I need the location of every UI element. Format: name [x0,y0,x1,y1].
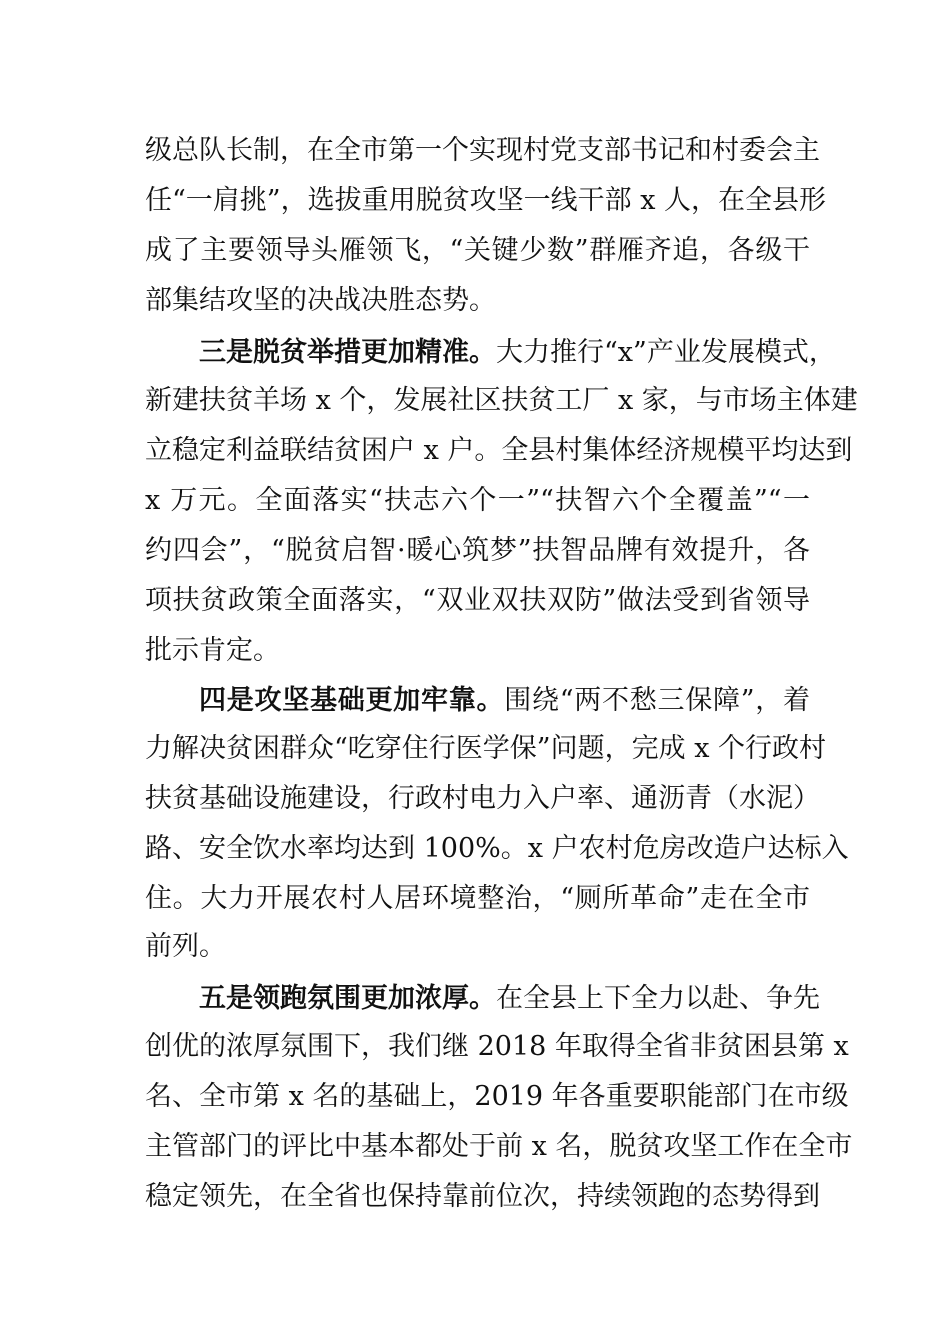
text-line [145,1220,810,1270]
text-line: 级总队长制，在全市第一个实现村党支部书记和村委会主 [145,135,820,166]
text-line: 约四会”，“脱贫启智·暖心筑梦”扶智品牌有效提升，各 [145,535,810,566]
paragraph-first-line [199,974,820,1024]
paragraph-lead: 三是脱贫举措更加精准。 [199,337,496,368]
text-span: 围绕“两不愁三保障”，着 [504,685,811,716]
text-line: 部集结攻坚的决战决胜态势。 [145,285,496,316]
text-line: 名、全市第 x 名的基础上，2019 年各重要职能部门在市级 [145,1081,849,1112]
text-line: 住。大力开展农村人居环境整治，“厕所革命”走在全市 [145,883,810,914]
text-line: 前列。 [145,931,226,962]
text-line: 立稳定利益联结贫困户 x 户。全县村集体经济规模平均达到 [145,435,853,466]
text-line: x 万元。全面落实“扶志六个一”“扶智六个全覆盖”“一 [145,485,810,516]
text-line: 力解决贫困群众“吃穿住行医学保”问题，完成 x 个行政村 [145,733,826,764]
text-line: 新建扶贫羊场 x 个，发展社区扶贫工厂 x 家，与市场主体建 [145,385,858,416]
text-span: 大力推行“x”产业发展模式， [496,337,836,368]
text-line: 稳定领先，在全省也保持靠前位次，持续领跑的态势得到 [145,1181,820,1212]
text-line: 扶贫基础设施建设，行政村电力入户率、通沥青（水泥） [145,783,820,814]
paragraph-first-line [199,328,836,378]
paragraph-lead: 五是领跑氛围更加浓厚。 [199,983,496,1014]
paragraph-first-line [199,676,810,726]
text-line: 项扶贫政策全面落实，“双业双扶双防”做法受到省领导 [145,585,810,616]
text-line: 创优的浓厚氛围下，我们继 2018 年取得全省非贫困县第 x [145,1031,849,1062]
text-line: 路、安全饮水率均达到 100%。x 户农村危房改造户达标入 [145,833,849,864]
text-line: 任“一肩挑”，选拔重用脱贫攻坚一线干部 x 人，在全县形 [145,185,826,216]
text-span: 在全县上下全力以赴、争先 [496,983,820,1014]
paragraph-lead: 四是攻坚基础更加牢靠。 [199,685,505,716]
text-line: 主管部门的评比中基本都处于前 x 名，脱贫攻坚工作在全市 [145,1131,853,1162]
text-line: 批示肯定。 [145,635,280,666]
text-line: 成了主要领导头雁领飞，“关键少数”群雁齐追，各级干 [145,235,810,266]
